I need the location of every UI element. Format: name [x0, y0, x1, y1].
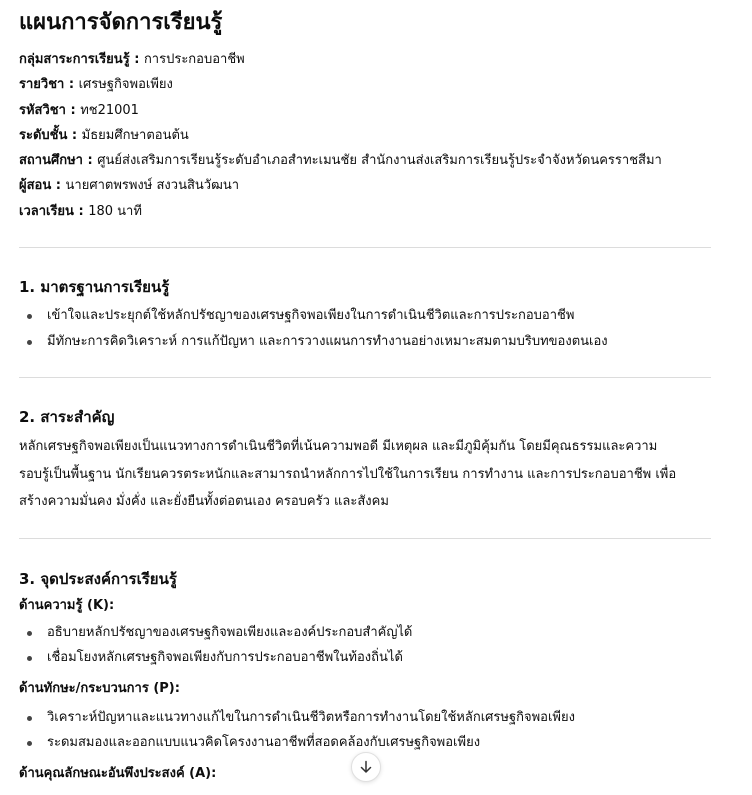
- essence-paragraph: [19, 433, 711, 516]
- bullet-icon: [27, 631, 32, 636]
- page-title: แผนการจัดการเรียนรู้: [19, 10, 223, 35]
- section-essence: [19, 406, 711, 516]
- meta-key: เวลาเรียน: [19, 203, 74, 219]
- meta-key: กลุ่มสาระการเรียนรู้: [19, 52, 130, 67]
- section-heading: 3. จุดประสงค์การเรียนรู้: [19, 569, 177, 588]
- objective-attitude-label: ด้านคุณลักษณะอันพึงประสงค์ (A):: [19, 765, 217, 781]
- scroll-to-bottom-button[interactable]: [351, 752, 381, 782]
- paragraph-line: สร้างความมั่นคง มั่งคั่ง และยั่งยืนทั้งต่อตนเอง ครอบครัว และสังคม: [19, 494, 389, 510]
- divider: [19, 247, 711, 248]
- meta-key: รหัสวิชา: [19, 102, 66, 118]
- meta-value: เศรษฐกิจพอเพียง: [78, 77, 173, 93]
- knowledge-list: [19, 620, 711, 671]
- bullet-icon: [27, 656, 32, 661]
- list-item: เข้าใจและประยุกต์ใช้หลักปรัชญาของเศรษฐกิจพอเพียงในการดำเนินชีวิตและการประกอบอาชีพ: [19, 303, 711, 329]
- meta-value: 180 นาที: [88, 203, 142, 219]
- list-item: อธิบายหลักปรัชญาของเศรษฐกิจพอเพียงและองค์ประกอบสำคัญได้: [19, 620, 711, 646]
- meta-value: ศูนย์ส่งเสริมการเรียนรู้ระดับอำเภอสำทะเมนชัย สำนักงานส่งเสริมการเรียนรู้ประจำจังหวัดนครราชสีมา: [97, 153, 662, 169]
- standards-list: [19, 303, 711, 354]
- arrow-down-icon: [359, 760, 373, 774]
- meta-row-duration: เวลาเรียน : 180 นาที: [19, 203, 142, 219]
- divider: [19, 538, 711, 539]
- meta-key: ผู้สอน: [19, 178, 52, 194]
- list-item: วิเคราะห์ปัญหาและแนวทางแก้ไขในการดำเนินชีวิตหรือการทำงานโดยใช้หลักเศรษฐกิจพอเพียง: [19, 705, 711, 731]
- list-item: มีทักษะการคิดวิเคราะห์ การแก้ปัญหา และการวางแผนการทำงานอย่างเหมาะสมตามบริบทของตนเอง: [19, 329, 711, 355]
- objective-knowledge-label: ด้านความรู้ (K):: [19, 597, 115, 613]
- bullet-icon: [27, 741, 32, 746]
- meta-key: ระดับชั้น: [19, 127, 68, 143]
- meta-row-subject-group: กลุ่มสาระการเรียนรู้ : การประกอบอาชีพ: [19, 52, 245, 67]
- section-heading: 2. สาระสำคัญ: [19, 408, 115, 427]
- lesson-plan-document: [19, 0, 711, 784]
- meta-row-teacher: ผู้สอน : นายศาตพรพงษ์ สงวนสินวัฒนา: [19, 178, 240, 194]
- paragraph-line: หลักเศรษฐกิจพอเพียงเป็นแนวทางการดำเนินชีวิตที่เน้นความพอดี มีเหตุผล และมีภูมิคุ้มกัน โดยมีคุณธรรมและความ: [19, 439, 658, 455]
- meta-row-level: ระดับชั้น : มัธยมศึกษาตอนต้น: [19, 127, 189, 143]
- meta-value: นายศาตพรพงษ์ สงวนสินวัฒนา: [65, 178, 240, 194]
- paragraph-line: รอบรู้เป็นพื้นฐาน นักเรียนควรตระหนักและสามารถนำหลักการไปใช้ในการเรียน การทำงาน และการประกอบอาชีพ เพื่อ: [19, 466, 677, 482]
- bullet-icon: [27, 340, 32, 345]
- meta-row-institution: สถานศึกษา : ศูนย์ส่งเสริมการเรียนรู้ระดับอำเภอสำทะเมนชัย สำนักงานส่งเสริมการเรียนรู้ประจำจังหวัดนครราชสีมา: [19, 153, 662, 169]
- meta-key: สถานศึกษา: [19, 153, 83, 169]
- divider: [19, 377, 711, 378]
- process-list: [19, 705, 711, 756]
- bullet-icon: [27, 716, 32, 721]
- meta-row-course-code: รหัสวิชา : ทช21001: [19, 102, 139, 118]
- meta-row-course: รายวิชา : เศรษฐกิจพอเพียง: [19, 77, 173, 93]
- section-heading: 1. มาตรฐานการเรียนรู้: [19, 278, 170, 297]
- objective-process-label: ด้านทักษะ/กระบวนการ (P):: [19, 680, 180, 696]
- list-item: เชื่อมโยงหลักเศรษฐกิจพอเพียงกับการประกอบอาชีพในท้องถิ่นได้: [19, 645, 711, 671]
- meta-key: รายวิชา: [19, 77, 65, 93]
- meta-list: [19, 47, 711, 224]
- meta-value: การประกอบอาชีพ: [143, 52, 245, 67]
- meta-value: ทช21001: [80, 102, 139, 118]
- bullet-icon: [27, 314, 32, 319]
- section-standards: [19, 276, 711, 354]
- list-item: ระดมสมองและออกแบบแนวคิดโครงงานอาชีพที่สอดคล้องกับเศรษฐกิจพอเพียง: [19, 730, 711, 756]
- meta-value: มัธยมศึกษาตอนต้น: [81, 127, 189, 143]
